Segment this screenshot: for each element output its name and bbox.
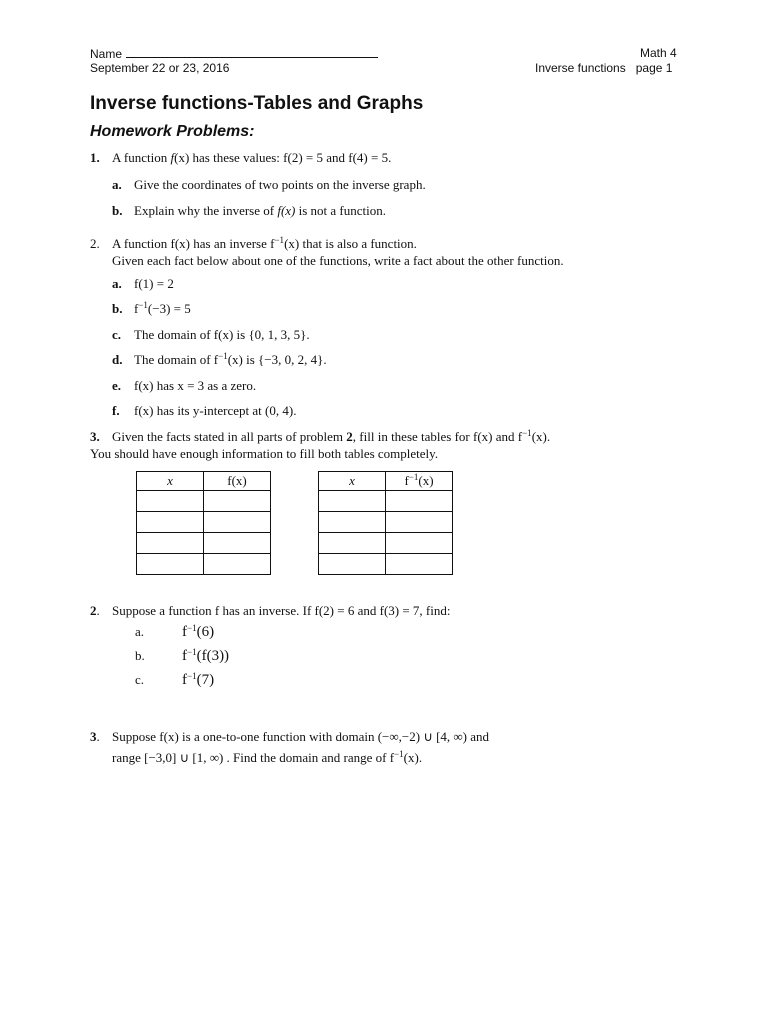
page-number: page 1 — [635, 61, 673, 75]
text: f(1) = 2 — [134, 276, 174, 291]
text: (f(3)) — [196, 648, 230, 664]
problem-2-stem — [90, 236, 417, 252]
topic-page — [535, 61, 672, 75]
table-cell[interactable] — [137, 491, 204, 512]
superscript: −1 — [138, 300, 148, 310]
table-cell[interactable] — [386, 554, 453, 575]
item-label: e. — [112, 378, 122, 393]
table-cell[interactable] — [386, 512, 453, 533]
table-row — [137, 533, 271, 554]
table-cell[interactable] — [386, 491, 453, 512]
text: f — [404, 473, 409, 488]
text: f — [182, 648, 187, 664]
date-label: September 22 or 23, 2016 — [90, 61, 230, 75]
text: f(x) has its y-intercept at (0, 4). — [134, 403, 297, 418]
table-row — [319, 533, 453, 554]
problem-2d — [112, 352, 327, 368]
table-row — [137, 554, 271, 575]
math-expr — [182, 672, 214, 688]
problem-2c — [112, 327, 310, 343]
math-expr — [182, 648, 229, 664]
table-row — [137, 512, 271, 533]
problem-1b — [112, 203, 386, 219]
section-subtitle: Homework Problems: — [90, 123, 255, 140]
text: f — [170, 150, 175, 165]
table-cell[interactable] — [319, 491, 386, 512]
text: is not a function. — [295, 203, 387, 218]
name-blank-line — [126, 46, 378, 58]
superscript: −1 — [187, 647, 197, 657]
text: (x) has these values: — [174, 150, 284, 165]
superscript: −1 — [408, 472, 419, 482]
table-header-finv — [386, 472, 453, 491]
item-label: b. — [135, 648, 145, 663]
item-label: d. — [112, 352, 123, 367]
problem-3-stem — [90, 429, 550, 445]
problem-2b-a — [135, 624, 214, 640]
superscript: −1 — [394, 749, 404, 759]
table-cell[interactable] — [204, 554, 271, 575]
item-label: a. — [112, 177, 122, 192]
text: Suppose a function f has an inverse. If f(2) = 6 and f(3) = 7, find: — [112, 603, 451, 618]
text: f(4) = 5. — [348, 150, 392, 165]
text: (x). — [531, 429, 551, 444]
problem-2f — [112, 403, 296, 419]
table-header-x: x — [319, 472, 386, 491]
problem-1a — [112, 177, 426, 193]
problem-number — [90, 729, 112, 745]
text: (x). — [403, 750, 423, 765]
text: , fill in these tables for f(x) and f — [352, 429, 523, 444]
page-title: Inverse functions-Tables and Graphs — [90, 93, 424, 114]
text: and — [322, 150, 349, 165]
problem-number — [90, 603, 112, 619]
problem-2-instructions: Given each fact below about one of the functions, write a fact about the other function. — [112, 253, 564, 268]
superscript: −1 — [187, 623, 197, 633]
item-label: c. — [112, 327, 122, 342]
problem-number: 3. — [90, 429, 100, 444]
text: . — [96, 603, 100, 618]
table-cell[interactable] — [204, 512, 271, 533]
table-cell[interactable] — [204, 533, 271, 554]
text: . — [96, 729, 100, 744]
text: Suppose f(x) is a one-to-one function with domain (−∞,−2) ∪ [4, ∞) and — [112, 729, 490, 744]
text: f — [182, 624, 187, 640]
text: 3 — [90, 729, 97, 744]
table-cell[interactable] — [204, 491, 271, 512]
table-row — [319, 512, 453, 533]
text: 2 — [90, 603, 97, 618]
text: Given the facts stated in all parts of problem — [112, 429, 347, 444]
text: range [−3,0] ∪ [1, ∞) . Find the domain and range of f — [112, 750, 395, 765]
table-cell[interactable] — [137, 554, 204, 575]
text: f(x) — [170, 236, 190, 251]
name-field — [90, 46, 378, 61]
table-cell[interactable] — [319, 512, 386, 533]
item-label: b. — [112, 301, 123, 316]
table-cell[interactable] — [319, 554, 386, 575]
math-expr — [182, 624, 214, 640]
item-label: a. — [135, 624, 145, 639]
problem-2a — [112, 276, 174, 292]
text: The domain of f — [134, 352, 219, 367]
table-cell[interactable] — [137, 533, 204, 554]
problem-2e — [112, 378, 256, 394]
superscript: −1 — [218, 351, 228, 361]
problem-number: 2. — [90, 236, 100, 251]
text: f — [270, 236, 275, 251]
superscript: −1 — [522, 428, 532, 438]
problem-3b-line2 — [112, 750, 422, 766]
table-row — [319, 554, 453, 575]
problem-1-stem — [90, 150, 391, 166]
problem-2b-b — [135, 648, 229, 664]
text: The domain of f(x) is {0, 1, 3, 5}. — [134, 327, 310, 342]
text: f(2) = 5 — [283, 150, 323, 165]
text: f — [134, 301, 139, 316]
topic-label: Inverse functions — [535, 61, 626, 75]
text: (6) — [196, 624, 215, 640]
problem-3b-stem — [90, 729, 489, 745]
item-label: b. — [112, 203, 123, 218]
text: has an inverse — [190, 236, 271, 251]
table-cell[interactable] — [319, 533, 386, 554]
fx-table — [136, 471, 271, 575]
text: A function — [112, 150, 171, 165]
table-header-x: x — [137, 472, 204, 491]
text: A function — [112, 236, 171, 251]
text: f(x) — [277, 203, 296, 218]
problem-2b — [112, 301, 191, 317]
text: Give the coordinates of two points on the inverse graph. — [134, 177, 426, 192]
table-row — [137, 491, 271, 512]
text: (x) is {−3, 0, 2, 4}. — [227, 352, 327, 367]
finv-table — [318, 471, 453, 575]
problem-number: 1. — [90, 150, 100, 165]
item-label: a. — [112, 276, 122, 291]
table-header-fx: f(x) — [204, 472, 271, 491]
superscript: −1 — [274, 235, 285, 245]
text: Explain why the inverse of — [134, 203, 278, 218]
name-label: Name — [90, 47, 123, 61]
text: (7) — [196, 672, 215, 688]
text: (x) — [418, 473, 434, 488]
table-cell[interactable] — [137, 512, 204, 533]
table-row — [319, 491, 453, 512]
item-label: f. — [112, 403, 120, 418]
superscript: −1 — [187, 671, 197, 681]
text: 2 — [346, 429, 353, 444]
text: f — [182, 672, 187, 688]
course-label: Math 4 — [640, 46, 677, 60]
table-cell[interactable] — [386, 533, 453, 554]
item-label: c. — [135, 672, 145, 687]
text: (−3) = 5 — [147, 301, 191, 316]
text: f(x) has x = 3 as a zero. — [134, 378, 257, 393]
problem-2b-c — [135, 672, 214, 688]
problem-3-instructions: You should have enough information to fill both tables completely. — [90, 446, 439, 461]
problem-2b-stem — [90, 603, 451, 619]
text: (x) that is also a function. — [284, 236, 417, 251]
